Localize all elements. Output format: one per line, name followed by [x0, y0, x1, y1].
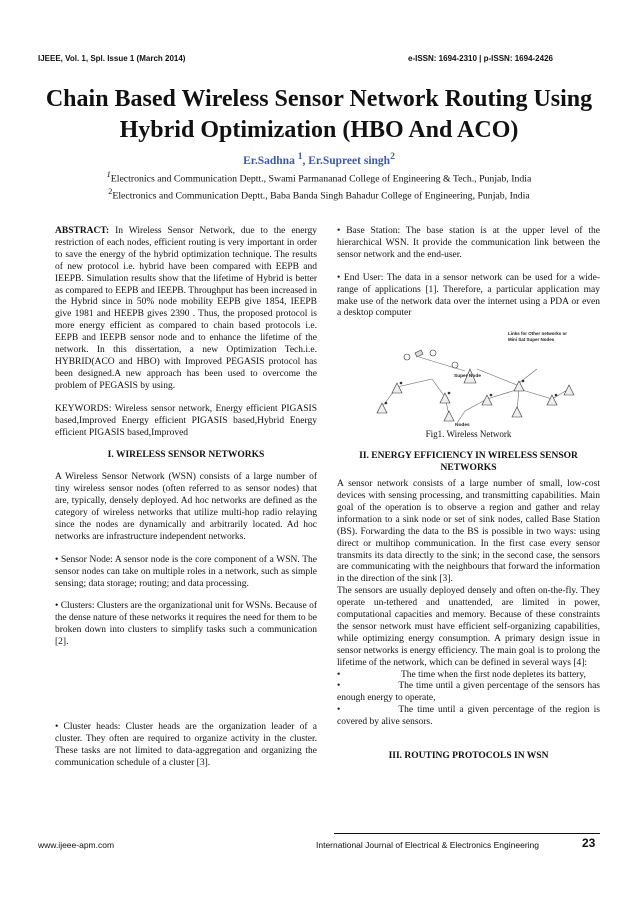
affiliation-1: $^1$Electronics and Communication Deptt., Swami Parmananad College of Engineering & Tech., Punjab, India: [106, 170, 532, 185]
clusters-paragraph: • Clusters: Clusters are the organizational unit for WSNs. Because of the dense nature of these networks it requires the need for them to be broken down into clusters to simplify tasks such a communication [2].: [55, 601, 317, 648]
wireless-network-figure: [337, 331, 600, 427]
bullet-1: • The time when the first node depletes its battery,: [337, 669, 586, 680]
author-1: Er.Sadhna: [243, 154, 295, 167]
running-header-right: e-ISSN: 1694-2310 | p-ISSN: 1694-2426: [408, 54, 553, 63]
left-column: [55, 226, 317, 781]
energy-paragraph-1: A sensor network consists of a large number of small, low-cost devices with sensing processing, and transmitting capabilities. Main goal of the operation is to observe a region and gather and relay information to a sink node or set of sink nodes, called Base Station (BS). Forwarding the data to the BS is possible in two ways: using direct or multihop communication. In the first case every sensor transmits its data directly to the sink; in the second case, the sensors are communicating with the neighbours that forward the information in the direction of the sink [3].: [337, 479, 600, 585]
author-1-sup: 1: [297, 151, 303, 162]
page-number: 23: [582, 836, 596, 850]
footer-rule: [334, 833, 600, 834]
affiliation-2: $^2$Electronics and Communication Deptt., Baba Banda Singh Bahadur College of Engineering, Punjab, India: [108, 187, 530, 202]
keywords: KEYWORDS: Wireless sensor network, Energy efficient PIGASIS based,Improved Energy efficient PIGASIS based,Hybrid Energy efficient PIGASIS based,Improved: [55, 403, 317, 438]
figure-label-super-node: Super Node: [454, 374, 481, 380]
base-station-paragraph: • Base Station: The base station is at the upper level of the hierarchical WSN. It provide the communication link between the sensor network and the end-user.: [337, 226, 600, 260]
author-sep: ,: [302, 154, 309, 167]
running-header-left: IJEEE, Vol. 1, Spl. Issue 1 (March 2014): [38, 54, 186, 63]
bullet-2: • The time until a given percentage of the sensors has enough energy to operate,: [337, 681, 600, 704]
abstract-label: ABSTRACT:: [55, 226, 110, 236]
cluster-heads-paragraph: • Cluster heads: Cluster heads are the organization leader of a cluster. They often are required to organize activity in the cluster. These tasks are not limited to data-aggregation and organizing the communication schedule of a cluster [3].: [55, 722, 317, 768]
right-column: [337, 226, 600, 773]
end-user-paragraph: • End User: The data in a sensor network can be used for a wide-range of applications [1]. Therefore, a particular application may make use of the network data over the internet using a PDA or even a desktop computer: [337, 272, 600, 319]
footer-journal: International Journal of Electrical & Electronics Engineering: [316, 840, 540, 850]
section-1-title: I. WIRELESS SENSOR NETWORKS: [107, 450, 265, 461]
paper-title: Chain Based Wireless Sensor Network Routing Using Hybrid Optimization (HBO And ACO): [45, 86, 593, 143]
energy-paragraph-2: The sensors are usually deployed densely and often on-the-fly. They operate un-tethered and unattended, are limited in power, computational capacities and memory. Because of these constraints the sensor network must have efficient self-organizing capabilities, while optimizing energy consumption. A primary design issue in sensor networks is energy efficiency. The main goal is to prolong the lifetime of the network, which can be defined in several ways [4]:: [337, 586, 600, 668]
column-gap: [55, 660, 317, 722]
wsn-paragraph: A Wireless Sensor Network (WSN) consists of a large number of tiny wireless sensor nodes (often referred to as sensor nodes) that are, typically, densely deployed. Ad hoc networks are defined as the category of wireless networks that utilize multi-hop radio relaying since the nodes are dynamically and arbitrarily located. Ad hoc networks are infrastructure independent networks.: [55, 472, 317, 542]
section-3-title: III. ROUTING PROTOCOLS IN WSN: [388, 751, 549, 762]
section-2-title: II. ENERGY EFFICIENCY IN WIRELESS SENSOR NETWORKS: [359, 451, 578, 474]
figure-label-nodes: Nodes: [455, 423, 470, 428]
abstract-text: In Wireless Sensor Network, due to the energy restriction of each nodes, efficient routing is very important in order to save the energy of the hybrid optimization technique. The results of new protocol i.e. hybrid have been compared with EEPB and IEEPB. Simulation results show that the lifetime of Hybrid is better as compared to EEPB and IEEPB. Throughput has been increased in the Hybrid since in 50% node mobility EEPB give 1854, IEEPB give 1981 and HEEPB gives 2390 . Thus, the proposed protocol is more energy efficient as compared to chain based protocols i.e. EEPB and IEEPB sensor node and to enhance the lifetime of the network. In this dissertation, a new Optimization Tech.i.e. HYBRID(ACO and HBO) with Improved PEGASIS protocol has been designed.A new approach has been used to overcome the problem of PEGASIS by using.: [55, 226, 317, 391]
figure-label-links: Links for Other networks or: [508, 331, 568, 337]
authors: [30, 151, 608, 167]
figure-caption: Fig1. Wireless Network: [425, 429, 512, 440]
sensor-node-paragraph: • Sensor Node: A sensor node is the core component of a WSN. The sensor nodes can take on multiple roles in a network, such as simple sensing; data storage; routing; and data processing.: [55, 554, 317, 589]
author-2: Er.Supreet singh: [308, 154, 391, 167]
bullet-3: • The time until a given percentage of the region is covered by alive sensors.: [337, 705, 600, 728]
affiliations: [30, 168, 608, 203]
figure-label-links-2: Mini Sat Super Nodes: [508, 337, 555, 343]
abstract: [55, 226, 317, 393]
author-2-sup: 2: [390, 151, 395, 162]
footer-website: www.ijeee-apm.com: [38, 840, 115, 850]
wireless-network-diagram: [337, 331, 600, 427]
